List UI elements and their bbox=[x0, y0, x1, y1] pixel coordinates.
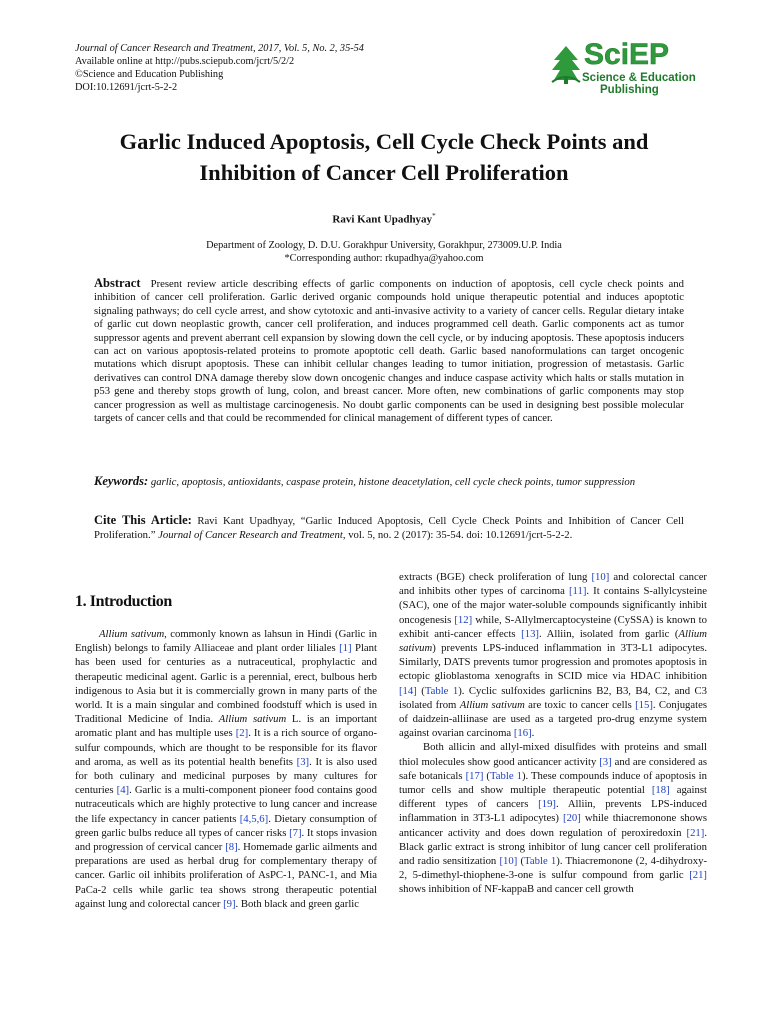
body-text: . It contains S-allylcysteine (SAC), one of the major water-soluble compounds significantly inhibit oncogenesis bbox=[399, 585, 707, 626]
body-text: against different types of cancers bbox=[399, 784, 707, 811]
author-line bbox=[0, 212, 768, 226]
corresponding-author: *Corresponding author: rkupadhya@yahoo.com bbox=[284, 253, 484, 264]
reference-link[interactable]: [3] bbox=[296, 755, 310, 768]
cite-text-after: , vol. 5, no. 2 (2017): 35-54. doi: 10.12691/jcrt-5-2-2. bbox=[342, 528, 573, 541]
publisher-brand: SciEP bbox=[584, 38, 670, 71]
right-column bbox=[399, 570, 707, 897]
reference-link[interactable]: [9] bbox=[223, 897, 236, 910]
body-text: ). Cyclic sulfoxides garlicnins B2, B3, B4, C2, and C3 isolated from bbox=[399, 684, 707, 711]
journal-header bbox=[75, 42, 364, 94]
author-mark: * bbox=[432, 212, 436, 220]
body-text: are toxic to cancer cells bbox=[524, 698, 636, 711]
cite-text-before: Ravi Kant Upadhyay, “Garlic Induced Apoptosis, Cell Cycle Check Points and Inhibition of Cancer Cell Proliferation.” bbox=[94, 515, 684, 541]
italic-text: Allium sativum bbox=[459, 698, 525, 711]
body-text: . Conjugates of daidzein-alliinase are used as a targeted pro-drug enzyme system against ovarian carcinoma bbox=[399, 698, 707, 740]
reference-link[interactable]: [10] bbox=[591, 571, 610, 583]
body-text: while thiacremonone shows anticancer activity and does down regulation of peroxiredoxin bbox=[399, 812, 707, 839]
cite-label: Cite This Article: bbox=[94, 513, 192, 527]
reference-link[interactable]: [12] bbox=[454, 613, 473, 626]
body-text: ( bbox=[517, 855, 525, 868]
abstract-text: Present review article describing effects of garlic components on induction of apoptosis, cell cycle check points and inhibition of cancer cell proliferation. Garlic derived organic compounds hold unique therapeutic potential and induces apoptotic signaling pathways; do cell cycle arrest, and show cytotoxic and anti-invasive activity to a variety of cancer cells. Regular dietary intake of garlic cut down neoplastic growth, cancer cell proliferation, and induces programmed cell death. Garlic components act as tumor suppressor agents and prevent aberrant cell expansion by slowing down the cell cycle, or by inducing apoptosis. These apoptosis inducers can act on various apoptosis-related proteins to promote apoptotic cell death. Garlic based nanoformulations can target oncogenic mutations which disrupt apoptosis. These can inhibit cellular changes leading to tumor initiation, progression of metastasis. Garlic derivatives can control DNA damage thereby slow down oncogenic changes and induce caspase activity which halts or stalls mutation in p53 gene and thereby stops growth of lung, colon, and breast cancer. More often, new combinations of garlic components may stop cancer progression as well as multistage carcinogenesis. No doubt garlic components can be used in designing best possible molecular targets of cancer cells and that could be recommended for clinical management of different types of cancer. bbox=[94, 278, 684, 425]
reference-link[interactable]: Table 1 bbox=[490, 769, 522, 782]
reference-link[interactable]: [3] bbox=[599, 755, 612, 768]
publisher-logo-icon bbox=[548, 42, 584, 86]
reference-link[interactable]: [13] bbox=[521, 627, 539, 640]
left-column bbox=[75, 627, 377, 911]
publisher-name-line1: Science & Education bbox=[582, 72, 696, 84]
body-text: extracts (BGE) check proliferation of lung bbox=[399, 571, 592, 583]
italic-text: Allium sativum bbox=[218, 713, 287, 726]
body-text: . It is a rich source of organo-sulfur compounds, which are thought to be responsible for its flavor and aroma, as well as its potential health benefits bbox=[75, 727, 378, 768]
reference-link[interactable]: [11] bbox=[568, 585, 587, 598]
body-text: . It is also used for both culinary and medicinal purposes by many cultures for centuries bbox=[75, 755, 377, 797]
reference-link[interactable]: [21] bbox=[686, 826, 705, 839]
reference-link[interactable]: [20] bbox=[563, 812, 581, 825]
reference-link[interactable]: [15] bbox=[635, 698, 653, 711]
abstract bbox=[94, 277, 684, 425]
body-text: . Both black and green garlic bbox=[235, 897, 360, 910]
cite-journal: Journal of Cancer Research and Treatment bbox=[158, 528, 343, 541]
body-text: ). These compounds induce of apoptosis in tumor cells and show multiple therapeutic potential bbox=[399, 769, 707, 797]
reference-link[interactable]: Table 1 bbox=[424, 684, 459, 697]
body-text: L. is an important aromatic plant and has multiple uses bbox=[75, 713, 377, 740]
reference-link[interactable]: [10] bbox=[499, 855, 518, 868]
section-heading: 1. Introduction bbox=[75, 593, 172, 610]
reference-link[interactable]: [8] bbox=[225, 841, 238, 854]
reference-link[interactable]: [19] bbox=[538, 798, 556, 811]
abstract-label: Abstract bbox=[94, 276, 141, 290]
reference-link[interactable]: [16] bbox=[513, 727, 532, 740]
body-text: shows inhibition of NF-kappaB and cancer cell growth bbox=[399, 883, 634, 896]
body-text: while, S-Allylmercaptocysteine (CySSA) is known to exhibit anti-cancer effects bbox=[399, 613, 707, 640]
reference-link[interactable]: [4] bbox=[116, 784, 130, 797]
body-text: and colorectal cancer and inhibits other types of carcinoma bbox=[399, 571, 707, 598]
italic-text: Allium sativum bbox=[99, 628, 165, 640]
affiliation-block bbox=[0, 239, 768, 265]
reference-link[interactable]: [7] bbox=[289, 826, 302, 839]
italic-text: Allium sativum bbox=[399, 627, 707, 655]
publisher-name-line2: Publishing bbox=[600, 84, 659, 96]
body-text: . bbox=[531, 727, 535, 740]
body-text: . Garlic is a multi-component pioneer food contains good nutraceuticals which are highly protective to lung cancer and increase the life expectancy in cancer patients bbox=[75, 784, 377, 825]
reference-link[interactable]: [1] bbox=[339, 642, 352, 655]
article-title bbox=[40, 126, 728, 188]
reference-link[interactable]: [4,5,6] bbox=[239, 812, 269, 825]
cite-this-article bbox=[94, 514, 684, 542]
reference-link[interactable]: [21] bbox=[689, 869, 707, 882]
body-text: . Alliin, prevents LPS-induced inflammation in 3T3-L1 adipocytes) bbox=[399, 798, 707, 825]
publisher-logo bbox=[548, 38, 698, 96]
body-text: ( bbox=[483, 769, 490, 782]
affiliation: Department of Zoology, D. D.U. Gorakhpur University, Gorakhpur, 273009.U.P. India bbox=[206, 240, 562, 251]
reference-link[interactable]: [14] bbox=[399, 684, 417, 697]
keywords-label: Keywords: bbox=[94, 474, 149, 488]
keywords bbox=[94, 475, 684, 490]
body-text: ). Thiacremonone (2, 4-dihydroxy-2, 5-dimethyl-thiophene-3-one is sulfur compound from garlic bbox=[399, 855, 708, 882]
article-title-line1: Garlic Induced Apoptosis, Cell Cycle Check Points and bbox=[119, 129, 649, 154]
reference-link[interactable]: [18] bbox=[651, 784, 670, 797]
article-title-line2: Inhibition of Cancer Cell Proliferation bbox=[199, 160, 569, 185]
right-paragraph-2 bbox=[399, 740, 707, 896]
reference-link[interactable]: [2] bbox=[235, 727, 249, 740]
body-text: . Dietary consumption of green garlic bulbs reduce all types of cancer risks bbox=[75, 812, 377, 839]
left-paragraph-1 bbox=[75, 627, 377, 911]
copyright-line: ©Science and Education Publishing bbox=[75, 69, 224, 80]
body-text: . Homemade garlic ailments and preparations are used as herbal drug for complementary therapy of cancer. Garlic oil inhibits proliferation of AsPC-1, PANC-1, and Mia PaCa-2 cells while garlic tea shows strong therapeutic potential against lung and colorectal cancer bbox=[75, 841, 377, 910]
doi-line: DOI:10.12691/jcrt-5-2-2 bbox=[75, 82, 178, 93]
available-online-line: Available online at http://pubs.sciepub.com/jcrt/5/2/2 bbox=[75, 56, 295, 67]
body-text: and are considered as safe botanicals bbox=[399, 755, 707, 782]
body-text: . Black garlic extract is strong inhibitor of lung cancer cell proliferation and radio sensitization bbox=[399, 826, 707, 868]
journal-citation-line: Journal of Cancer Research and Treatment, 2017, Vol. 5, No. 2, 35-54 bbox=[75, 43, 364, 54]
reference-link[interactable]: Table 1 bbox=[524, 855, 557, 868]
body-text: ) prevents LPS-induced inflammation in 3T3-L1 adipocytes. Similarly, DATS prevents tumor progression and promotes apoptosis in ectopic glioblastoma xenografts in SCID mice via HDAC inhibition bbox=[399, 642, 707, 683]
author-name: Ravi Kant Upadhyay bbox=[332, 213, 433, 226]
keywords-text: garlic, apoptosis, antioxidants, caspase protein, histone deacetylation, cell cycle check points, tumor suppression bbox=[150, 476, 636, 488]
body-text: Both allicin and allyl-mixed disulfides with proteins and small thiol molecules show good anticancer activity bbox=[399, 741, 707, 768]
reference-link[interactable]: [17] bbox=[465, 769, 484, 782]
right-paragraph-1 bbox=[399, 570, 707, 740]
body-text: ( bbox=[416, 684, 425, 697]
body-text: Plant has been used for centuries as a nutraceutical, prophylactic and therapeutic medicinal agent. Garlic is a perennial, erect, bulbous herb indigenous to Asia but it is commercially grown in many parts of the world. It is a main singular and combined foodstuff which is used in Traditional Medicine of India. bbox=[75, 642, 377, 726]
body-text: , commonly known as lahsun in Hindi (Garlic in English) belongs to family Alliaceae and plant order liliales bbox=[75, 628, 377, 655]
body-text: . Alliin, isolated from garlic ( bbox=[538, 627, 679, 640]
body-text: . It stops invasion and progression of cervical cancer bbox=[75, 826, 377, 854]
